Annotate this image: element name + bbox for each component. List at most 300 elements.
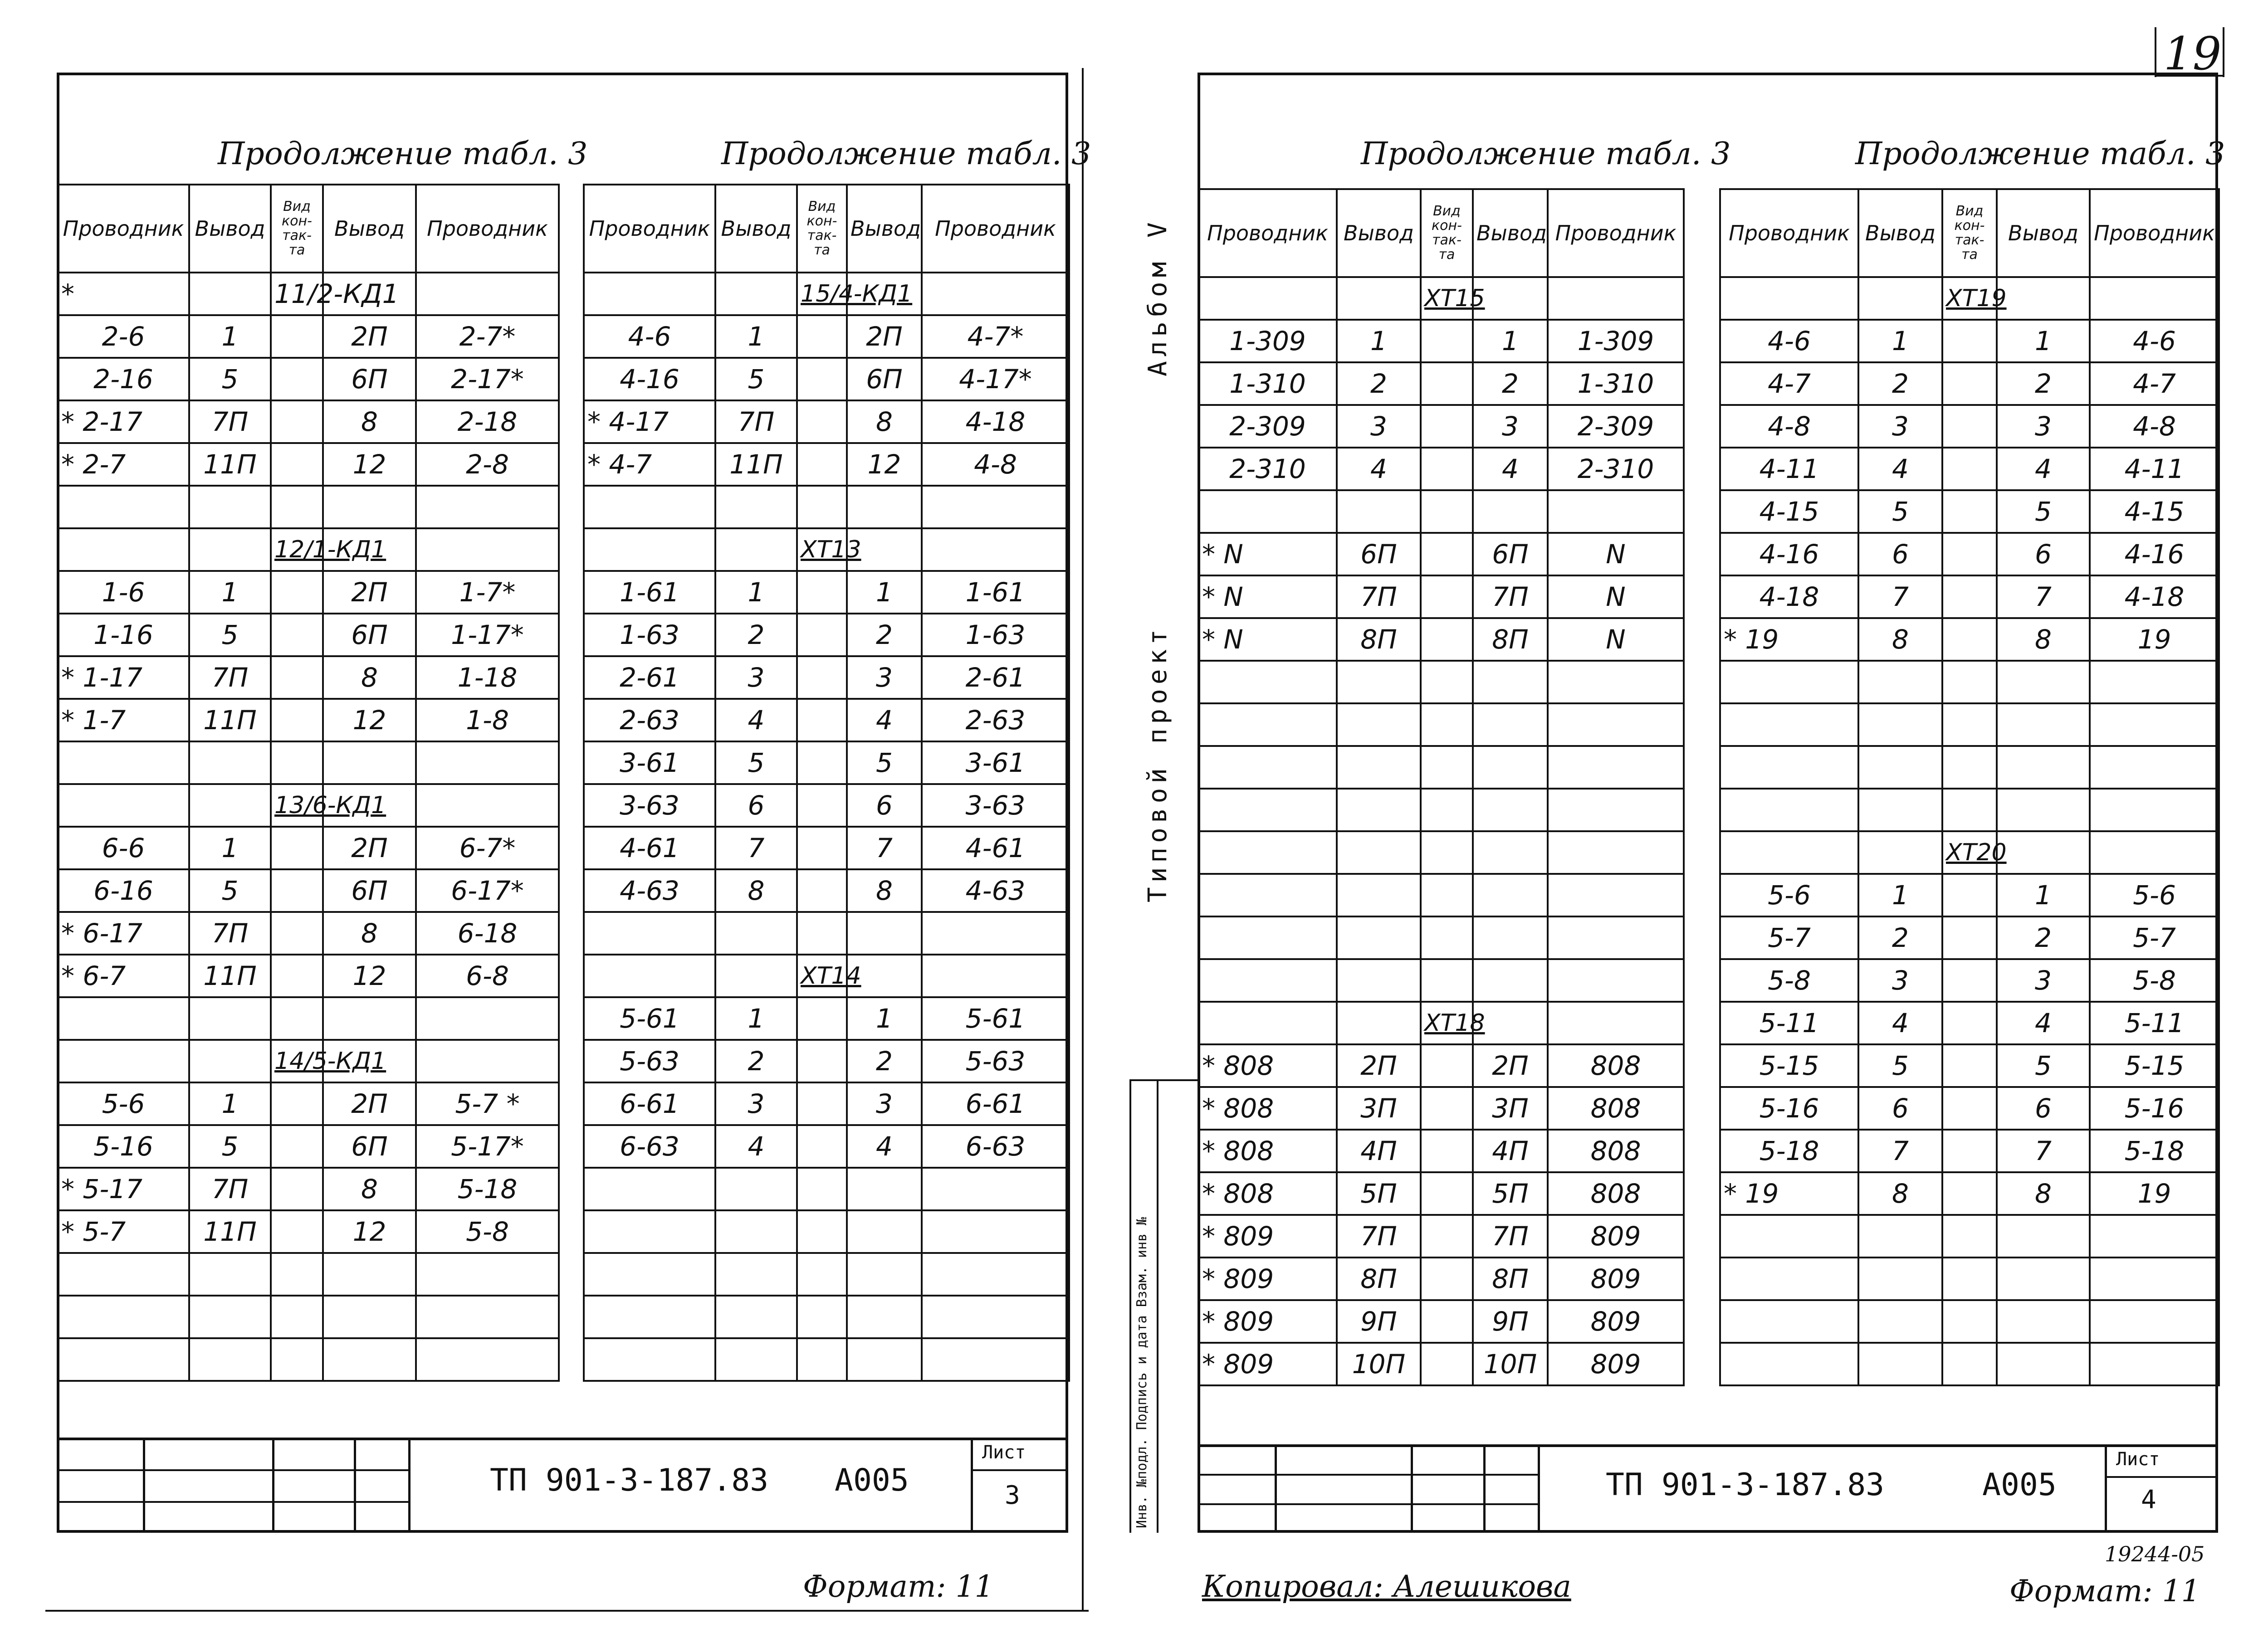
- table-cell: 1: [1473, 320, 1548, 362]
- table-cell: 1-309: [1548, 320, 1684, 362]
- table-cell: [58, 1338, 189, 1381]
- table-cell: [1720, 831, 1858, 874]
- table-cell: * 4-17: [584, 400, 715, 443]
- section-label: 13/6-КД1: [271, 784, 323, 827]
- col-contact-type: Вид кон- так- та: [1421, 189, 1473, 277]
- table-cell: 4-61: [584, 827, 715, 869]
- table-cell: 4: [847, 699, 922, 741]
- table-cell: 5-18: [2090, 1130, 2219, 1172]
- table-cell: [1997, 703, 2090, 746]
- table-cell: [715, 1296, 797, 1338]
- table-cell: 5П: [1473, 1172, 1548, 1215]
- table-cell: [416, 1040, 559, 1082]
- table-row: [584, 1168, 1069, 1210]
- table-cell: 3: [1997, 959, 2090, 1002]
- table-cell: [1198, 959, 1337, 1002]
- table-row: [1198, 618, 1684, 661]
- table-cell: 3: [847, 1082, 922, 1125]
- connection-table-1: [57, 184, 560, 1382]
- table-row: [584, 358, 1069, 400]
- table-cell: [1858, 1300, 1942, 1343]
- title-block-divider: [354, 1438, 356, 1533]
- table-row: [1720, 362, 2219, 405]
- table-cell: 4: [1858, 448, 1942, 490]
- table-cell: [1337, 959, 1421, 1002]
- table-cell: 4-6: [584, 315, 715, 358]
- table-cell: 2-6: [58, 315, 189, 358]
- table-row: [1720, 533, 2219, 575]
- section-label: 14/5-КД1: [271, 1040, 323, 1082]
- table-cell: 3: [715, 656, 797, 699]
- table-cell: 4: [715, 699, 797, 741]
- table-row: [584, 400, 1069, 443]
- table-cell: [1997, 831, 2090, 874]
- table-cell: [1548, 490, 1684, 533]
- table-cell: [1421, 1343, 1473, 1385]
- table-cell: 4: [1858, 1002, 1942, 1044]
- table-cell: [1720, 1300, 1858, 1343]
- table-cell: [1198, 277, 1337, 320]
- col-conductor: Проводник: [922, 185, 1069, 273]
- table-cell: [1720, 1215, 1858, 1258]
- table-cell: 5: [847, 741, 922, 784]
- table-cell: N: [1548, 575, 1684, 618]
- table-cell: [1942, 1002, 1997, 1044]
- table-cell: [2090, 703, 2219, 746]
- table-cell: [797, 315, 847, 358]
- table-cell: [584, 273, 715, 315]
- table-cell: [584, 1168, 715, 1210]
- table-cell: [2090, 789, 2219, 831]
- table-cell: 4-63: [922, 869, 1069, 912]
- table-cell: [271, 741, 323, 784]
- table-cell: [797, 1125, 847, 1168]
- table-cell: [189, 997, 271, 1040]
- table-cell: 4: [715, 1125, 797, 1168]
- table-cell: [797, 1040, 847, 1082]
- page-number-divider: [2223, 27, 2224, 77]
- table-cell: 6-17*: [416, 869, 559, 912]
- table-cell: 5-16: [1720, 1087, 1858, 1130]
- table-row: [1198, 789, 1684, 831]
- table-row: [1198, 661, 1684, 703]
- table-row: [58, 1253, 559, 1296]
- table-cell: [797, 486, 847, 528]
- table-cell: 1-17*: [416, 614, 559, 656]
- table-cell: [715, 955, 797, 997]
- table-cell: [1997, 789, 2090, 831]
- table-cell: 1-16: [58, 614, 189, 656]
- table-cell: [715, 1253, 797, 1296]
- table-cell: [797, 400, 847, 443]
- left-format-label: Формат: 11: [803, 1569, 994, 1604]
- table-cell: 6П: [1473, 533, 1548, 575]
- table-cell: 8П: [1337, 1258, 1421, 1300]
- table-cell: 3: [1337, 405, 1421, 448]
- table-cell: 12: [323, 443, 416, 486]
- table-cell: 3: [1858, 405, 1942, 448]
- table-cell: 7: [847, 827, 922, 869]
- table-cell: 2: [1337, 362, 1421, 405]
- table-cell: [2090, 1215, 2219, 1258]
- table-row: [1198, 916, 1684, 959]
- table-row: [1198, 362, 1684, 405]
- table-cell: 6П: [1337, 533, 1421, 575]
- table-cell: [416, 273, 559, 315]
- title-block-line: [1198, 1474, 1538, 1476]
- table-row: [1720, 448, 2219, 490]
- table-cell: [1548, 277, 1684, 320]
- table-cell: [922, 528, 1069, 571]
- fold-line: [1082, 68, 1084, 1610]
- table-cell: [715, 1210, 797, 1253]
- table-cell: * 809: [1198, 1343, 1337, 1385]
- table-cell: 2П: [323, 571, 416, 614]
- table-row: [58, 315, 559, 358]
- table-cell: [1421, 959, 1473, 1002]
- table-cell: 2-63: [922, 699, 1069, 741]
- table-cell: 1-309: [1198, 320, 1337, 362]
- table-cell: [584, 528, 715, 571]
- page-number: 19: [2164, 27, 2222, 80]
- table-cell: [922, 955, 1069, 997]
- table-cell: 808: [1548, 1130, 1684, 1172]
- right-format-label: Формат: 11: [2009, 1574, 2200, 1609]
- table-cell: 4-8: [922, 443, 1069, 486]
- table-cell: [271, 486, 323, 528]
- table-cell: [1548, 746, 1684, 789]
- table-cell: [271, 1082, 323, 1125]
- table-cell: [1942, 916, 1997, 959]
- table-cell: 7П: [715, 400, 797, 443]
- table-cell: 3-63: [922, 784, 1069, 827]
- table-row: [1198, 575, 1684, 618]
- table-row: [1720, 1258, 2219, 1300]
- table-cell: 4-16: [1720, 533, 1858, 575]
- col-conductor: Проводник: [584, 185, 715, 273]
- table-cell: [58, 1040, 189, 1082]
- title-block-divider: [408, 1438, 411, 1533]
- table-cell: [271, 1210, 323, 1253]
- col-contact-type: Вид кон- так- та: [797, 185, 847, 273]
- table-cell: [1421, 1044, 1473, 1087]
- table-cell: [922, 1296, 1069, 1338]
- table-cell: [58, 1296, 189, 1338]
- table-cell: 5-18: [1720, 1130, 1858, 1172]
- right-document-album-code: А005: [1982, 1467, 2057, 1503]
- table-cell: 2-8: [416, 443, 559, 486]
- table-row: [1198, 746, 1684, 789]
- table-row: [1198, 1087, 1684, 1130]
- table-cell: [922, 1210, 1069, 1253]
- table-cell: [58, 1253, 189, 1296]
- table-cell: N: [1548, 618, 1684, 661]
- table-cell: [797, 1168, 847, 1210]
- table-cell: [1942, 1172, 1997, 1215]
- table-cell: 3-61: [922, 741, 1069, 784]
- table-cell: 8: [1997, 618, 2090, 661]
- table-cell: 3П: [1473, 1087, 1548, 1130]
- table-cell: *: [58, 273, 189, 315]
- table-cell: [1548, 703, 1684, 746]
- table-cell: [1997, 1215, 2090, 1258]
- table-cell: [1473, 661, 1548, 703]
- table-cell: [847, 1338, 922, 1381]
- table-cell: 3: [1858, 959, 1942, 1002]
- table-cell: 5: [1858, 1044, 1942, 1087]
- table-cell: 2-310: [1548, 448, 1684, 490]
- table-cell: [1548, 959, 1684, 1002]
- table-cell: [189, 1040, 271, 1082]
- table-row: [58, 443, 559, 486]
- table-row: [58, 528, 559, 571]
- table-cell: [271, 869, 323, 912]
- table-cell: [271, 997, 323, 1040]
- table-cell: [189, 1253, 271, 1296]
- table-cell: 6П: [323, 1125, 416, 1168]
- table-row: [1198, 1130, 1684, 1172]
- table-cell: 5-16: [58, 1125, 189, 1168]
- table-row: [1720, 277, 2219, 320]
- table-cell: 5-8: [1720, 959, 1858, 1002]
- table-cell: 1: [1337, 320, 1421, 362]
- table-cell: 2-7*: [416, 315, 559, 358]
- table-cell: [715, 528, 797, 571]
- col-conductor: Проводник: [416, 185, 559, 273]
- table-cell: 3: [715, 1082, 797, 1125]
- table-cell: [847, 1210, 922, 1253]
- table-cell: * 1-7: [58, 699, 189, 741]
- table-cell: [271, 955, 323, 997]
- table-row: [584, 955, 1069, 997]
- table-cell: [797, 827, 847, 869]
- table-cell: [1720, 1343, 1858, 1385]
- table-row: [1720, 1130, 2219, 1172]
- col-conductor: Проводник: [58, 185, 189, 273]
- table-cell: [2090, 1343, 2219, 1385]
- title-block-divider: [1483, 1444, 1486, 1533]
- table-cell: [797, 784, 847, 827]
- table-cell: 11П: [189, 1210, 271, 1253]
- table-cell: 809: [1548, 1343, 1684, 1385]
- table-cell: [797, 699, 847, 741]
- table-cell: 7П: [189, 656, 271, 699]
- table-row: [584, 1338, 1069, 1381]
- table-row: [58, 614, 559, 656]
- table-cell: [1548, 789, 1684, 831]
- table-cell: 11П: [715, 443, 797, 486]
- table-cell: 2: [1997, 362, 2090, 405]
- table-cell: [1421, 1258, 1473, 1300]
- table-row: [58, 1040, 559, 1082]
- table-row: [58, 1168, 559, 1210]
- table-cell: 2-17*: [416, 358, 559, 400]
- table-cell: [58, 741, 189, 784]
- table-row: [58, 1338, 559, 1381]
- table-cell: [1720, 789, 1858, 831]
- table-cell: [271, 315, 323, 358]
- table-cell: 4-63: [584, 869, 715, 912]
- table-cell: 6-7*: [416, 827, 559, 869]
- table-cell: [1473, 916, 1548, 959]
- table-cell: [1337, 703, 1421, 746]
- table-cell: 5: [715, 741, 797, 784]
- table-cell: 2П: [1337, 1044, 1421, 1087]
- table-cell: [271, 400, 323, 443]
- table-row: [1198, 277, 1684, 320]
- table-row: [584, 699, 1069, 741]
- table-cell: 4: [1337, 448, 1421, 490]
- table-cell: [416, 1296, 559, 1338]
- table-cell: 1-8: [416, 699, 559, 741]
- table-cell: 809: [1548, 1258, 1684, 1300]
- table-cell: 6П: [323, 614, 416, 656]
- side-strip-line: [1129, 1079, 1131, 1533]
- table-cell: 2-61: [922, 656, 1069, 699]
- table-cell: 6П: [847, 358, 922, 400]
- table-cell: 7: [715, 827, 797, 869]
- table-cell: * 5-17: [58, 1168, 189, 1210]
- table-cell: 1-18: [416, 656, 559, 699]
- table-row: [58, 827, 559, 869]
- table-cell: * 4-7: [584, 443, 715, 486]
- table-cell: 5: [1997, 490, 2090, 533]
- table-cell: 2: [1858, 916, 1942, 959]
- table-cell: 11П: [189, 955, 271, 997]
- section-label: 12/1-КД1: [271, 528, 323, 571]
- table-cell: [1942, 1215, 1997, 1258]
- table-cell: 1-63: [584, 614, 715, 656]
- table-cell: 5-11: [1720, 1002, 1858, 1044]
- table-cell: 1-7*: [416, 571, 559, 614]
- table-cell: [1198, 661, 1337, 703]
- table-cell: [2090, 661, 2219, 703]
- table-cell: * 809: [1198, 1215, 1337, 1258]
- table-cell: [797, 1253, 847, 1296]
- table-cell: [1421, 916, 1473, 959]
- table-cell: [1548, 661, 1684, 703]
- table-cell: 8: [323, 912, 416, 955]
- table-cell: 6: [715, 784, 797, 827]
- table-cell: 1: [1858, 874, 1942, 916]
- table-cell: 1-61: [922, 571, 1069, 614]
- table-cell: 8: [1858, 618, 1942, 661]
- table-cell: [1942, 1087, 1997, 1130]
- table-cell: 1: [715, 315, 797, 358]
- table-row: [58, 1210, 559, 1253]
- table-cell: 2: [1997, 916, 2090, 959]
- table-cell: [1858, 1343, 1942, 1385]
- table-cell: [1421, 874, 1473, 916]
- table-cell: [797, 614, 847, 656]
- table-cell: [1720, 661, 1858, 703]
- table-cell: 4-18: [1720, 575, 1858, 618]
- table-cell: 5-7: [2090, 916, 2219, 959]
- table-cell: 4-61: [922, 827, 1069, 869]
- table-cell: 808: [1548, 1044, 1684, 1087]
- table-cell: [1198, 746, 1337, 789]
- table-body: [58, 273, 559, 1381]
- table-cell: 8: [715, 869, 797, 912]
- table-cell: [1858, 789, 1942, 831]
- section-label: 15/4-КД1: [797, 273, 847, 315]
- table-cell: 2: [715, 614, 797, 656]
- table-cell: 2: [1473, 362, 1548, 405]
- table-cell: [1997, 1300, 2090, 1343]
- table-row: [58, 571, 559, 614]
- col-output: Вывод: [189, 185, 271, 273]
- table-row: [58, 741, 559, 784]
- right-caption-2: Продолжение табл. 3: [1855, 136, 2225, 172]
- table-row: [1720, 618, 2219, 661]
- table-cell: [1720, 703, 1858, 746]
- table-cell: [1337, 1002, 1421, 1044]
- table-cell: [271, 1168, 323, 1210]
- table-row: [58, 1296, 559, 1338]
- table-cell: 6-8: [416, 955, 559, 997]
- table-cell: 2П: [1473, 1044, 1548, 1087]
- table-row: [1198, 448, 1684, 490]
- table-row: [1720, 1002, 2219, 1044]
- table-row: [1720, 703, 2219, 746]
- table-cell: [797, 1082, 847, 1125]
- table-cell: [1548, 916, 1684, 959]
- table-row: [1720, 1087, 2219, 1130]
- table-cell: [1421, 490, 1473, 533]
- table-cell: 1: [847, 997, 922, 1040]
- table-cell: [715, 486, 797, 528]
- table-cell: 7: [1997, 1130, 2090, 1172]
- table-cell: [1858, 661, 1942, 703]
- table-cell: [1198, 789, 1337, 831]
- table-cell: 6-63: [584, 1125, 715, 1168]
- table-cell: [1942, 320, 1997, 362]
- table-cell: 5-7: [1720, 916, 1858, 959]
- table-cell: * N: [1198, 575, 1337, 618]
- table-cell: * 19: [1720, 1172, 1858, 1215]
- table-cell: [1997, 746, 2090, 789]
- table-cell: [797, 1296, 847, 1338]
- table-cell: [797, 656, 847, 699]
- table-cell: 4-6: [1720, 320, 1858, 362]
- table-cell: 8: [323, 400, 416, 443]
- table-cell: [797, 1210, 847, 1253]
- table-cell: [1198, 490, 1337, 533]
- table-row: [1198, 1343, 1684, 1385]
- table-cell: 2: [1858, 362, 1942, 405]
- table-cell: 8П: [1473, 618, 1548, 661]
- table-cell: [189, 1338, 271, 1381]
- table-cell: 5-8: [2090, 959, 2219, 1002]
- table-cell: 7: [1858, 1130, 1942, 1172]
- table-cell: [584, 955, 715, 997]
- copied-by-label: Копировал: Алешикова: [1202, 1569, 1571, 1604]
- table-cell: 12: [847, 443, 922, 486]
- col-output: Вывод: [715, 185, 797, 273]
- col-output: Вывод: [1473, 189, 1548, 277]
- title-block-divider: [1538, 1444, 1540, 1533]
- table-cell: [847, 912, 922, 955]
- table-cell: 8: [1858, 1172, 1942, 1215]
- table-cell: 1: [189, 827, 271, 869]
- table-row: [58, 912, 559, 955]
- table-cell: 3: [847, 656, 922, 699]
- table-cell: 4-15: [2090, 490, 2219, 533]
- table-cell: [1337, 789, 1421, 831]
- table-cell: 3-61: [584, 741, 715, 784]
- table-row: [1720, 1215, 2219, 1258]
- table-cell: 8П: [1337, 618, 1421, 661]
